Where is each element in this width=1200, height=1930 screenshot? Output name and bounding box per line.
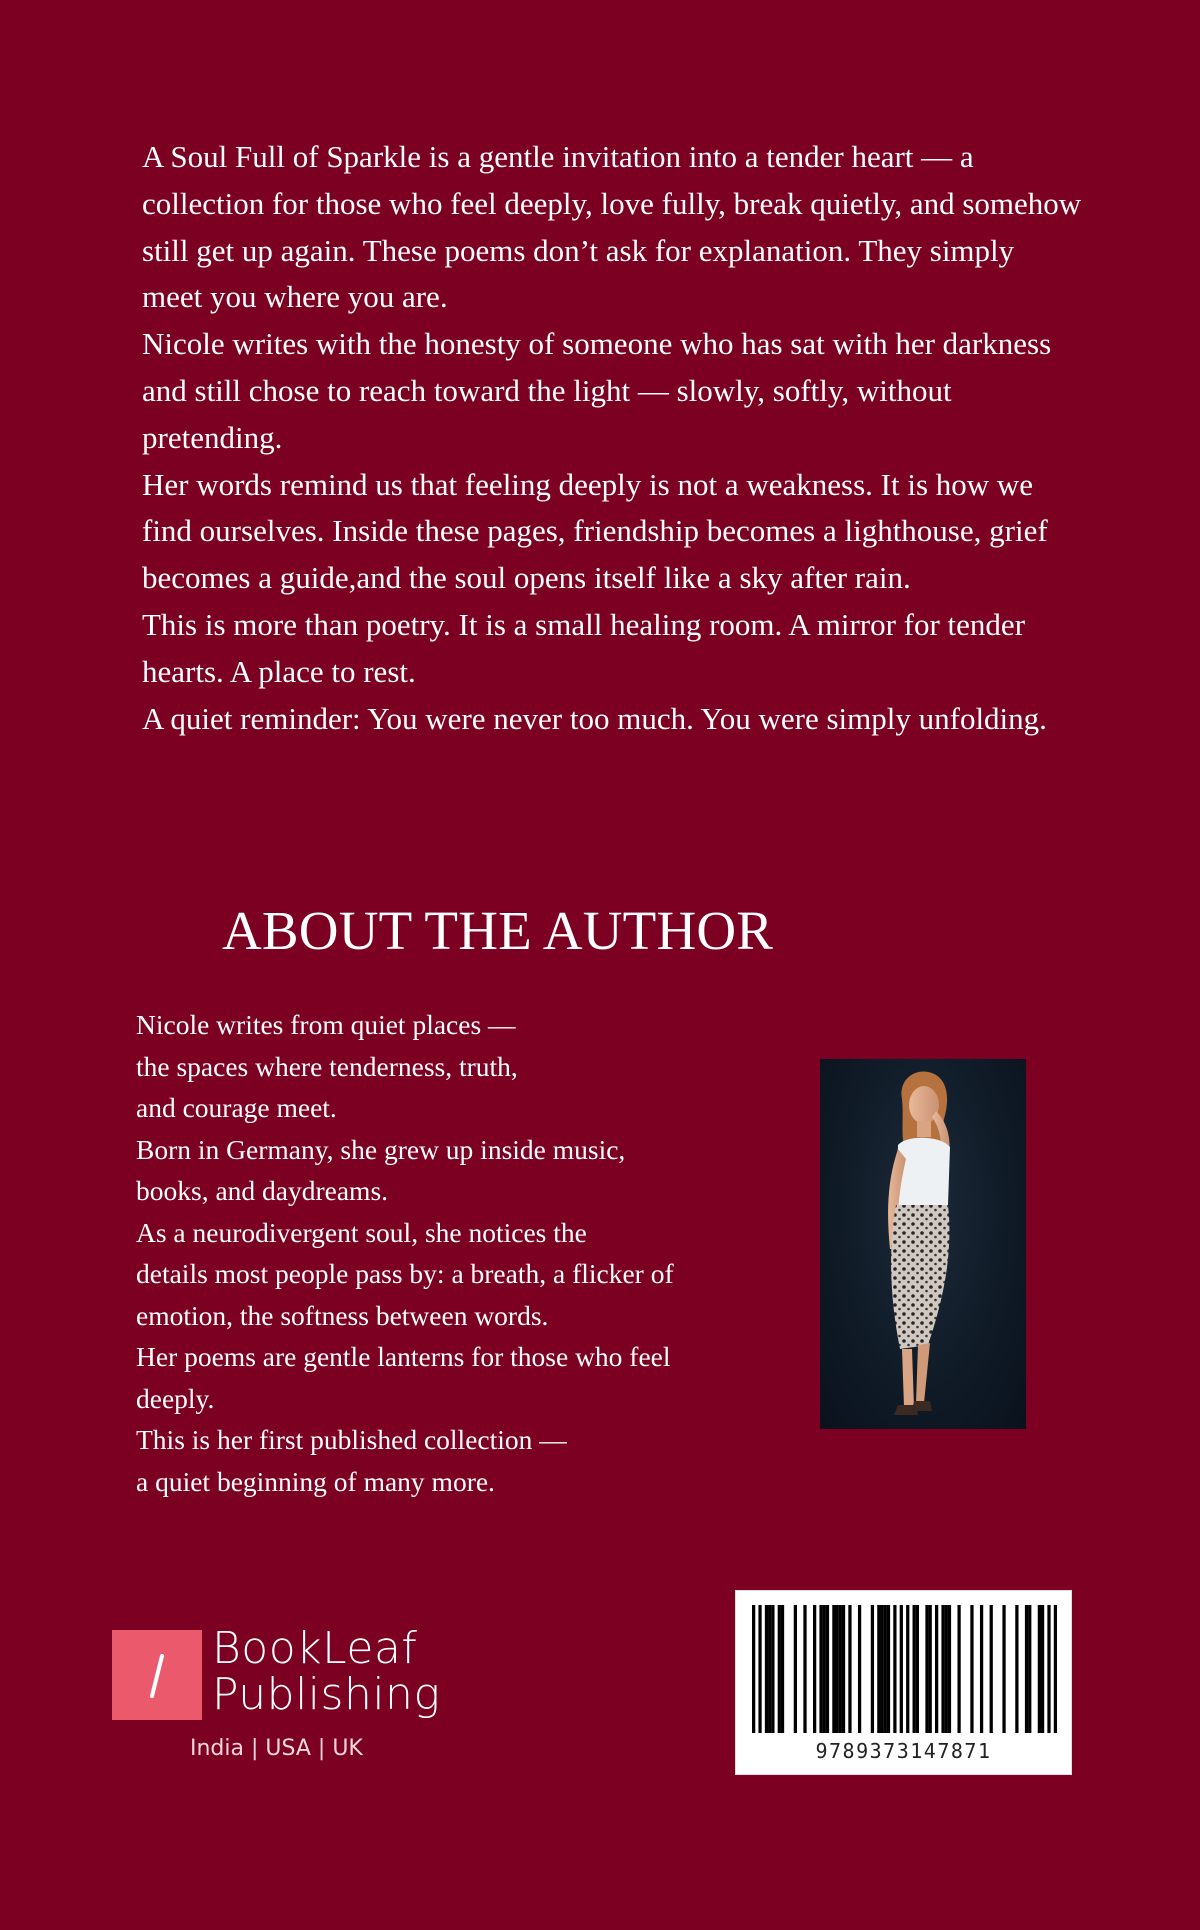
bio-line: the spaces where tenderness, truth, xyxy=(136,1050,518,1082)
barcode-bar xyxy=(832,1605,835,1733)
barcode-bar xyxy=(826,1605,829,1733)
blurb-paragraph: Nicole writes with the honesty of someone who has sat with her darkness and still chose to reach toward the light — slowly, softly, without pretending. xyxy=(142,326,1052,455)
bio-line: and courage meet. xyxy=(136,1092,337,1123)
barcode-bar xyxy=(980,1605,983,1733)
barcode-bar xyxy=(765,1605,768,1733)
barcode-bar xyxy=(1038,1605,1041,1733)
bio-line: details most people pass by: a breath, a flicker of xyxy=(136,1258,674,1289)
bio-line: Her poems are gentle lanterns for those who feel xyxy=(136,1341,671,1372)
bio-line: a quiet beginning of many more. xyxy=(136,1465,495,1497)
barcode-bar xyxy=(900,1605,903,1733)
blurb-paragraph: Her words remind us that feeling deeply is not a weakness. It is how we find ourselves. Inside these pages, friendship becomes a lighthouse, grief becomes a guide,and the soul opens itself like a sky after rain. xyxy=(142,466,1048,596)
barcode-bar xyxy=(1041,1605,1044,1733)
bio-line: books, and daydreams. xyxy=(136,1175,389,1206)
blurb-paragraph: A Soul Full of Sparkle is a gentle invitation into a tender heart — a collection for those who feel deeply, love fully, break quietly, and somehow still get up again. These poems don’t ask for explanation. They simply meet you where you are. xyxy=(142,139,1082,315)
barcode-bar xyxy=(823,1605,826,1733)
barcode-bar xyxy=(887,1605,890,1733)
barcode-bars xyxy=(752,1605,1057,1733)
barcode-bar xyxy=(794,1605,797,1733)
barcode-bar xyxy=(916,1605,919,1733)
slash-icon xyxy=(112,1630,202,1720)
barcode-bar xyxy=(781,1605,784,1733)
barcode-bar xyxy=(970,1605,973,1733)
barcode-bar xyxy=(768,1605,771,1733)
barcode-bar xyxy=(771,1605,774,1733)
barcode-bar xyxy=(1028,1605,1031,1733)
bio-line: This is her first published collection — xyxy=(136,1424,567,1455)
publisher-name-line: BookLeaf xyxy=(212,1623,418,1674)
barcode-bar xyxy=(1002,1605,1005,1733)
barcode-bar xyxy=(948,1605,951,1733)
barcode-bar xyxy=(925,1605,928,1733)
barcode-bar xyxy=(752,1605,755,1733)
barcode-bar xyxy=(871,1605,874,1733)
barcode-bar xyxy=(778,1605,781,1733)
barcode-bar xyxy=(858,1605,861,1733)
barcode-bar xyxy=(945,1605,948,1733)
bio-line: Born in Germany, she grew up inside music, xyxy=(136,1133,626,1165)
author-figure-illustration xyxy=(820,1059,1026,1429)
bio-line: As a neurodivergent soul, she notices the xyxy=(136,1216,587,1248)
barcode-bar xyxy=(842,1605,845,1733)
barcode-bar xyxy=(929,1605,932,1733)
barcode-bar xyxy=(884,1605,887,1733)
barcode-bar xyxy=(877,1605,880,1733)
barcode-bar xyxy=(803,1605,806,1733)
barcode-bar xyxy=(880,1605,883,1733)
barcode-bar xyxy=(1047,1605,1050,1733)
bio-line: deeply. xyxy=(136,1382,215,1414)
barcode-bar xyxy=(819,1605,822,1733)
barcode-bar xyxy=(957,1605,960,1733)
barcode-bar xyxy=(848,1605,851,1733)
author-bio xyxy=(136,1004,776,1502)
barcode-bar xyxy=(813,1605,816,1733)
isbn-barcode xyxy=(735,1590,1072,1775)
back-cover-blurb xyxy=(142,134,1082,742)
author-photo xyxy=(820,1059,1026,1429)
barcode-bar xyxy=(935,1605,938,1733)
barcode-bar xyxy=(893,1605,896,1733)
publisher-name xyxy=(212,1623,441,1720)
barcode-bar xyxy=(758,1605,761,1733)
barcode-bar xyxy=(990,1605,993,1733)
barcode-bar xyxy=(1054,1605,1057,1733)
publisher-regions: India | USA | UK xyxy=(190,1736,363,1761)
bio-line: emotion, the softness between words. xyxy=(136,1299,549,1331)
publisher-name-line: Publishing xyxy=(212,1669,441,1720)
isbn-number: 9789373147871 xyxy=(815,1739,992,1763)
about-author-heading: ABOUT THE AUTHOR xyxy=(222,900,774,961)
blurb-paragraph: This is more than poetry. It is a small healing room. A mirror for tender hearts. A place to rest. xyxy=(142,606,1026,689)
bio-line: Nicole writes from quiet places — xyxy=(136,1009,516,1040)
barcode-bar xyxy=(839,1605,842,1733)
barcode-bar xyxy=(835,1605,838,1733)
barcode-bar xyxy=(1025,1605,1028,1733)
barcode-bar xyxy=(913,1605,916,1733)
publisher-logo xyxy=(112,1623,472,1770)
barcode-bar xyxy=(1015,1605,1018,1733)
blurb-paragraph: A quiet reminder: You were never too much. You were simply unfolding. xyxy=(142,700,1047,736)
barcode-bar xyxy=(906,1605,909,1733)
barcode-bar xyxy=(941,1605,944,1733)
